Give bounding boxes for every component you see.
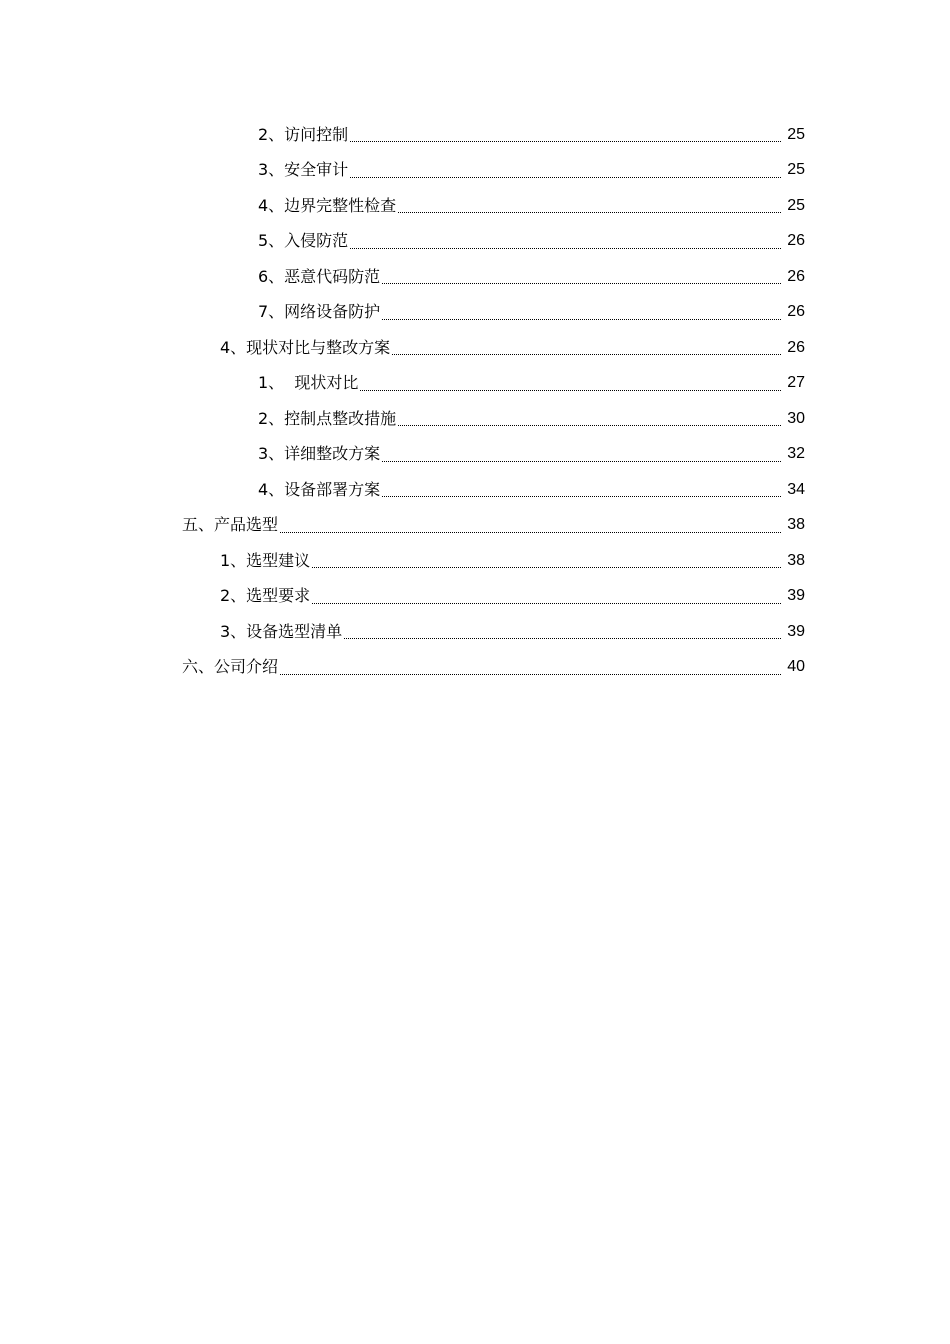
toc-dot-leader	[280, 674, 781, 675]
toc-dot-leader	[360, 390, 781, 391]
toc-dot-leader	[398, 212, 781, 213]
toc-entry[interactable]	[0, 614, 950, 650]
toc-entry[interactable]	[0, 153, 950, 189]
toc-entry-label: 4、现状对比与整改方案	[220, 337, 391, 357]
toc-entry[interactable]	[0, 437, 950, 473]
toc-entry-label: 2、访问控制	[258, 124, 349, 144]
toc-entry-label: 4、边界完整性检查	[258, 195, 397, 215]
toc-entry[interactable]	[0, 650, 950, 686]
toc-page-number: 27	[787, 374, 805, 392]
toc-entry-label: 3、详细整改方案	[258, 444, 381, 464]
toc-dot-leader	[344, 638, 781, 639]
toc-entry[interactable]	[0, 295, 950, 331]
toc-page-number: 38	[787, 551, 805, 569]
toc-page-number: 34	[787, 480, 805, 498]
toc-page-number: 26	[787, 303, 805, 321]
toc-entry[interactable]	[0, 188, 950, 224]
toc-entry-label: 6、恶意代码防范	[258, 266, 381, 286]
toc-entry[interactable]	[0, 543, 950, 579]
toc-page-number: 26	[787, 267, 805, 285]
toc-dot-leader	[398, 425, 781, 426]
toc-entry[interactable]	[0, 259, 950, 295]
toc-dot-leader	[382, 461, 781, 462]
toc-entry-label: 五、产品选型	[182, 515, 279, 535]
toc-page-number: 26	[787, 232, 805, 250]
toc-entry-label: 六、公司介绍	[182, 657, 279, 677]
toc-entry[interactable]	[0, 401, 950, 437]
toc-dot-leader	[350, 248, 781, 249]
toc-entry[interactable]	[0, 472, 950, 508]
toc-dot-leader	[382, 319, 781, 320]
toc-dot-leader	[382, 283, 781, 284]
toc-page-number: 26	[787, 338, 805, 356]
toc-entry[interactable]	[0, 508, 950, 544]
toc-dot-leader	[350, 141, 781, 142]
toc-entry-label: 2、控制点整改措施	[258, 408, 397, 428]
toc-entry[interactable]	[0, 366, 950, 402]
toc-entry-label: 2、选型要求	[220, 586, 311, 606]
toc-entry-label: 3、设备选型清单	[220, 621, 343, 641]
toc-entry-label: 7、网络设备防护	[258, 302, 381, 322]
toc-entry-label: 1、选型建议	[220, 550, 311, 570]
toc-page-number: 25	[787, 196, 805, 214]
toc-entry-label: 5、入侵防范	[258, 231, 349, 251]
toc-dot-leader	[312, 567, 781, 568]
toc-entry[interactable]	[0, 117, 950, 153]
toc-page-number: 32	[787, 445, 805, 463]
toc-page-number: 40	[787, 658, 805, 676]
toc-page-number: 39	[787, 587, 805, 605]
toc-entry[interactable]	[0, 330, 950, 366]
toc-dot-leader	[312, 603, 781, 604]
toc-page-number: 25	[787, 161, 805, 179]
toc-page-number: 25	[787, 125, 805, 143]
toc-page-number: 39	[787, 622, 805, 640]
toc-entry-label: 4、设备部署方案	[258, 479, 381, 499]
toc-entry-label: 3、安全审计	[258, 160, 349, 180]
table-of-contents	[0, 117, 950, 685]
toc-entry-label: 1、 现状对比	[258, 373, 359, 393]
toc-entry[interactable]	[0, 579, 950, 615]
toc-dot-leader	[382, 496, 781, 497]
toc-dot-leader	[280, 532, 781, 533]
toc-entry[interactable]	[0, 224, 950, 260]
toc-dot-leader	[350, 177, 781, 178]
toc-page-number: 30	[787, 409, 805, 427]
toc-page-number: 38	[787, 516, 805, 534]
toc-dot-leader	[392, 354, 781, 355]
